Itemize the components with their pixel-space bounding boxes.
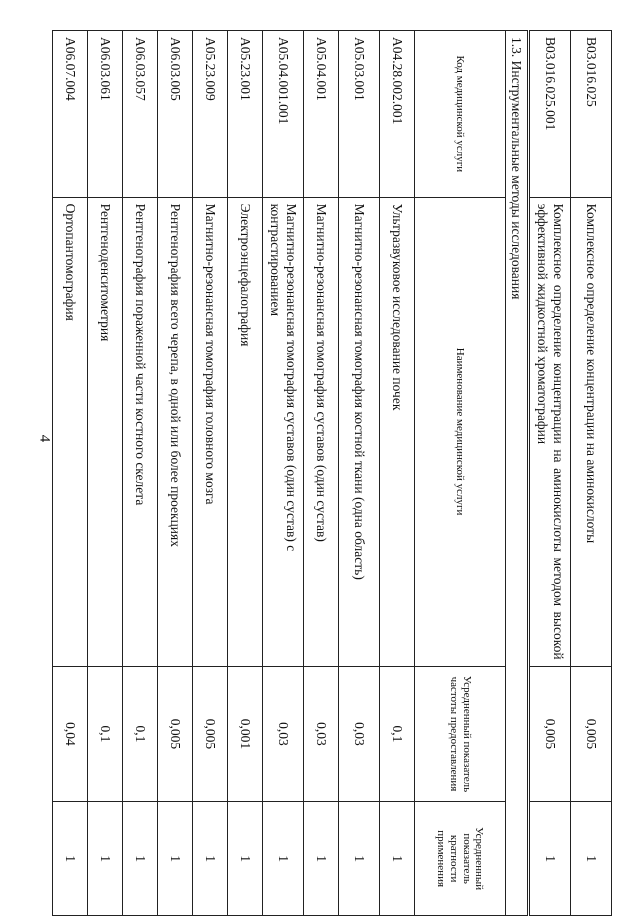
service-code: A06.03.057: [123, 31, 158, 198]
service-name: Комплексное определение концентрации на аминокислоты: [571, 197, 612, 666]
multiplicity-value: 1: [228, 802, 263, 916]
table-row: [263, 31, 304, 916]
multiplicity-value: 1: [304, 802, 339, 916]
header-multiplicity: Усредненный показатель кратности применения: [415, 802, 506, 916]
service-code: A06.03.005: [158, 31, 193, 198]
header-code: Код медицинской услуги: [415, 31, 506, 198]
frequency-value: 0,1: [380, 666, 415, 802]
multiplicity-value: 1: [123, 802, 158, 916]
service-name: Рентгенография всего черепа, в одной или более проекциях: [158, 197, 193, 666]
frequency-value: 0,005: [158, 666, 193, 802]
frequency-value: 0,03: [339, 666, 380, 802]
table-row: [158, 31, 193, 916]
table-row: [228, 31, 263, 916]
multiplicity-value: 1: [193, 802, 228, 916]
service-name: Ультразвуковое исследование почек: [380, 197, 415, 666]
frequency-value: 0,1: [123, 666, 158, 802]
service-name: Электроэнцефалография: [228, 197, 263, 666]
frequency-value: 0,005: [530, 666, 571, 802]
table-row: [304, 31, 339, 916]
service-code: B03.016.025: [571, 31, 612, 198]
multiplicity-value: 1: [88, 802, 123, 916]
frequency-value: 0,005: [571, 666, 612, 802]
multiplicity-value: 1: [158, 802, 193, 916]
service-name: Комплексное определение концентрации на аминокислоты методом высокой эффективной жидкостной хроматографии: [530, 197, 571, 666]
service-code: A05.23.009: [193, 31, 228, 198]
frequency-value: 0,03: [304, 666, 339, 802]
service-code: A04.28.002.001: [380, 31, 415, 198]
service-code: A05.04.001.001: [263, 31, 304, 198]
service-code: A06.07.004: [53, 31, 88, 198]
table-row: [380, 31, 415, 916]
table-row: [88, 31, 123, 916]
service-code: A05.03.001: [339, 31, 380, 198]
multiplicity-value: 1: [53, 802, 88, 916]
top-continuation-table: [529, 30, 612, 916]
service-name: Магнитно-резонансная томография головного мозга: [193, 197, 228, 666]
header-frequency: Усредненный показатель частоты предоставления: [415, 666, 506, 802]
instrumental-methods-table: [52, 30, 506, 916]
service-name: Магнитно-резонансная томография суставов (один сустав) с контрастированием: [263, 197, 304, 666]
service-code: A05.04.001: [304, 31, 339, 198]
service-name: Магнитно-резонансная томография костной ткани (одна область): [339, 197, 380, 666]
table-header-row: [415, 31, 506, 916]
table-row: [339, 31, 380, 916]
service-code: A05.23.001: [228, 31, 263, 198]
frequency-value: 0,1: [88, 666, 123, 802]
multiplicity-value: 1: [571, 802, 612, 916]
service-name: Рентгенография пораженной части костного скелета: [123, 197, 158, 666]
table-row: [530, 31, 571, 916]
service-name: Магнитно-резонансная томография суставов (один сустав): [304, 197, 339, 666]
frequency-value: 0,005: [193, 666, 228, 802]
multiplicity-value: 1: [263, 802, 304, 916]
table-row: [571, 31, 612, 916]
service-code: B03.016.025.001: [530, 31, 571, 198]
multiplicity-value: 1: [339, 802, 380, 916]
section-title: 1.3. Инструментальные методы исследования: [505, 30, 528, 916]
page-number: 4: [36, 434, 53, 443]
multiplicity-value: 1: [530, 802, 571, 916]
table-row: [123, 31, 158, 916]
table-row: [193, 31, 228, 916]
service-name: Рентгеноденситометрия: [88, 197, 123, 666]
multiplicity-value: 1: [380, 802, 415, 916]
frequency-value: 0,03: [263, 666, 304, 802]
frequency-value: 0,001: [228, 666, 263, 802]
service-name: Ортопантомография: [53, 197, 88, 666]
service-code: A06.03.061: [88, 31, 123, 198]
header-name: Наименование медицинской услуги: [415, 197, 506, 666]
frequency-value: 0,04: [53, 666, 88, 802]
table-row: [53, 31, 88, 916]
